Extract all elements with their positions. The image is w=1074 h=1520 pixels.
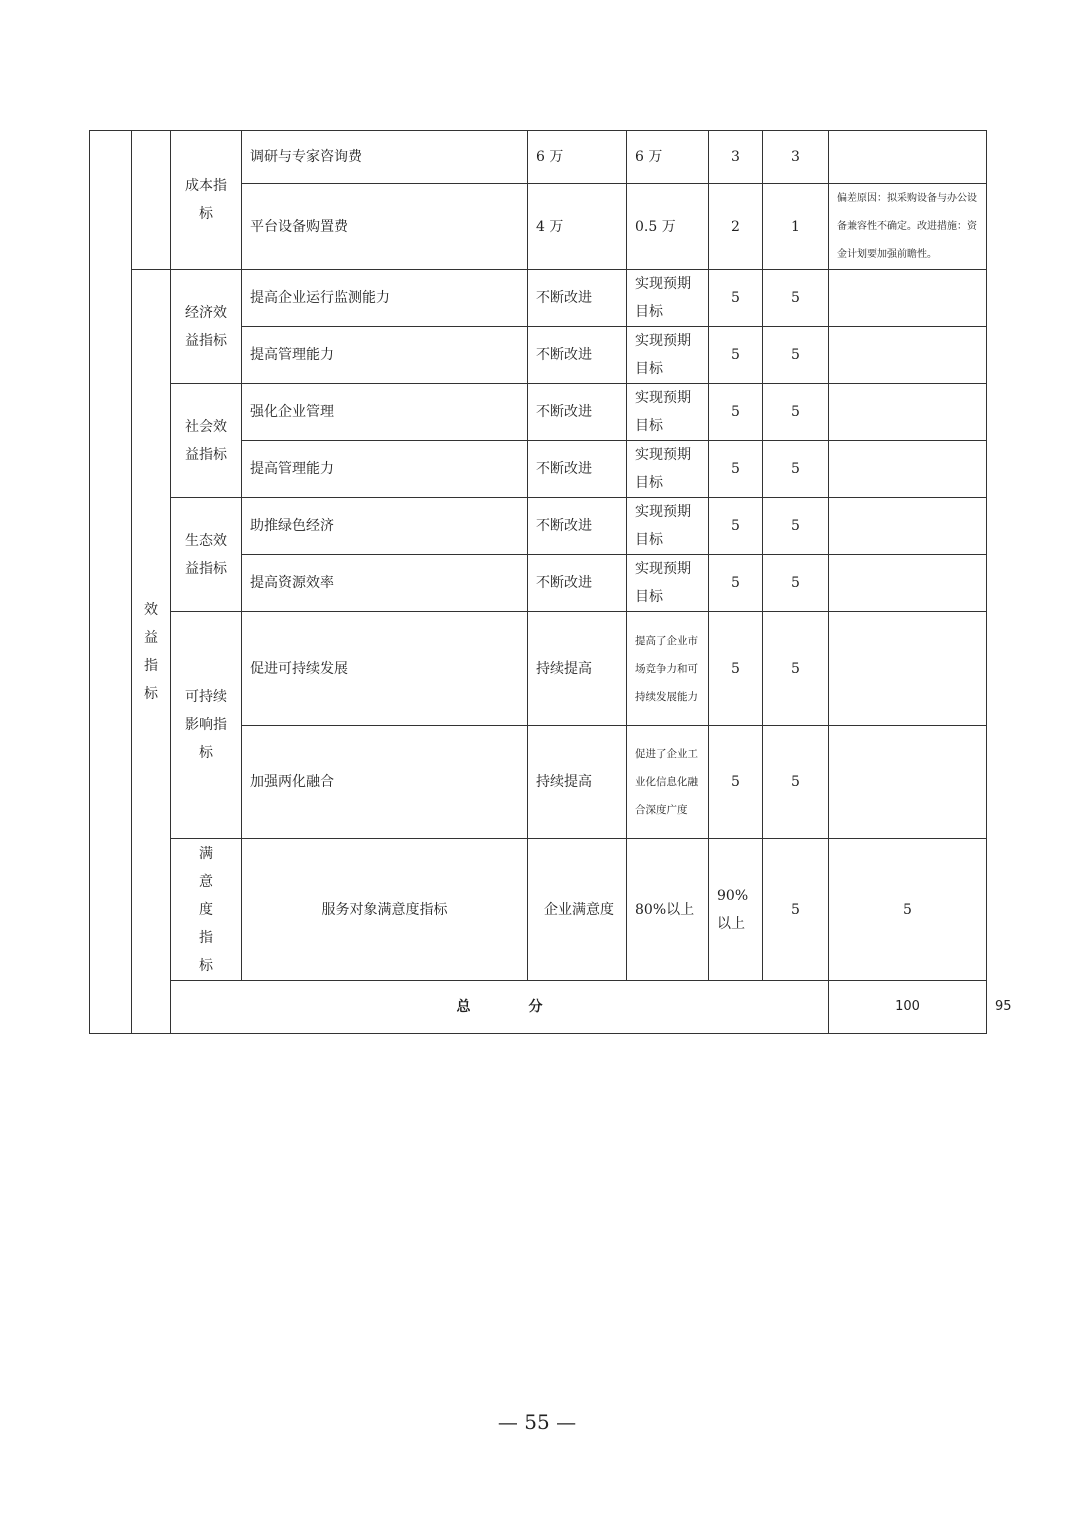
score-value: 5 bbox=[763, 612, 829, 726]
sustain-category: 可持续影响指标 bbox=[171, 612, 242, 839]
target-value: 不断改进 bbox=[528, 384, 627, 441]
note bbox=[829, 726, 987, 839]
economic-category: 经济效益指标 bbox=[171, 270, 242, 384]
page-number: — 55 — bbox=[497, 1410, 577, 1434]
target-value: 4 万 bbox=[528, 184, 627, 270]
weight-value: 5 bbox=[709, 441, 763, 498]
weight-value: 5 bbox=[709, 384, 763, 441]
actual-value: 6 万 bbox=[627, 131, 709, 184]
target-value: 不断改进 bbox=[528, 270, 627, 327]
table-row bbox=[90, 270, 987, 327]
score-value: 5 bbox=[763, 441, 829, 498]
table-row bbox=[90, 131, 987, 184]
actual-value: 提高了企业市场竞争力和可持续发展能力 bbox=[627, 612, 709, 726]
target-value: 6 万 bbox=[528, 131, 627, 184]
score-value: 3 bbox=[763, 131, 829, 184]
indicator-name: 企业满意度 bbox=[528, 839, 627, 981]
score-value: 1 bbox=[763, 184, 829, 270]
target-value: 不断改进 bbox=[528, 441, 627, 498]
actual-value: 0.5 万 bbox=[627, 184, 709, 270]
total-row: 总 分 100 95 bbox=[90, 981, 987, 1034]
indicator-name: 调研与专家咨询费 bbox=[242, 131, 528, 184]
indicator-name: 提高管理能力 bbox=[242, 441, 528, 498]
indicator-name: 强化企业管理 bbox=[242, 384, 528, 441]
target-value: 80%以上 bbox=[627, 839, 709, 981]
indicator-name: 促进可持续发展 bbox=[242, 612, 528, 726]
score-value: 5 bbox=[763, 270, 829, 327]
cost-category: 成本指标 bbox=[171, 131, 242, 270]
score-value: 5 bbox=[763, 327, 829, 384]
score-value: 5 bbox=[763, 555, 829, 612]
actual-value: 90%以上 bbox=[709, 839, 763, 981]
table-row bbox=[90, 498, 987, 555]
total-label: 总 分 bbox=[171, 981, 829, 1034]
note bbox=[829, 555, 987, 612]
note bbox=[829, 441, 987, 498]
weight-value: 5 bbox=[709, 612, 763, 726]
table-row bbox=[90, 612, 987, 726]
indicator-name: 助推绿色经济 bbox=[242, 498, 528, 555]
weight-value: 2 bbox=[709, 184, 763, 270]
target-value: 持续提高 bbox=[528, 726, 627, 839]
actual-value: 实现预期目标 bbox=[627, 498, 709, 555]
weight-value: 5 bbox=[709, 327, 763, 384]
weight-value: 5 bbox=[709, 726, 763, 839]
weight-value: 5 bbox=[709, 498, 763, 555]
performance-table bbox=[89, 130, 1012, 1034]
note bbox=[829, 327, 987, 384]
actual-value: 实现预期目标 bbox=[627, 384, 709, 441]
score-value: 5 bbox=[763, 384, 829, 441]
score-value: 5 bbox=[763, 726, 829, 839]
target-value: 不断改进 bbox=[528, 327, 627, 384]
satisfaction-label: 满意度指标 bbox=[171, 839, 242, 981]
weight-value: 5 bbox=[709, 555, 763, 612]
note bbox=[829, 498, 987, 555]
second-level-cell bbox=[132, 131, 171, 270]
target-value: 持续提高 bbox=[528, 612, 627, 726]
note bbox=[829, 131, 987, 184]
actual-value: 实现预期目标 bbox=[627, 555, 709, 612]
table-row bbox=[90, 839, 987, 981]
note bbox=[829, 384, 987, 441]
total-weight: 100 bbox=[829, 981, 987, 1034]
deviation-note: 偏差原因：拟采购设备与办公设备兼容性不确定。改进措施：资金计划要加强前瞻性。 bbox=[829, 184, 987, 270]
weight-value: 3 bbox=[709, 131, 763, 184]
indicator-name: 提高管理能力 bbox=[242, 327, 528, 384]
target-value: 不断改进 bbox=[528, 498, 627, 555]
indicator-name: 提高企业运行监测能力 bbox=[242, 270, 528, 327]
first-level-cell bbox=[90, 131, 132, 1034]
social-category: 社会效益指标 bbox=[171, 384, 242, 498]
target-value: 不断改进 bbox=[528, 555, 627, 612]
score-value: 5 bbox=[829, 839, 987, 981]
score-value: 5 bbox=[763, 498, 829, 555]
weight-value: 5 bbox=[763, 839, 829, 981]
eco-category: 生态效益指标 bbox=[171, 498, 242, 612]
actual-value: 实现预期目标 bbox=[627, 441, 709, 498]
weight-value: 5 bbox=[709, 270, 763, 327]
actual-value: 促进了企业工业化信息化融合深度广度 bbox=[627, 726, 709, 839]
actual-value: 实现预期目标 bbox=[627, 270, 709, 327]
satisfaction-category: 服务对象满意度指标 bbox=[242, 839, 528, 981]
indicator-name: 提高资源效率 bbox=[242, 555, 528, 612]
table-row bbox=[90, 384, 987, 441]
indicator-name: 平台设备购置费 bbox=[242, 184, 528, 270]
note bbox=[829, 612, 987, 726]
note bbox=[829, 270, 987, 327]
actual-value: 实现预期目标 bbox=[627, 327, 709, 384]
indicator-name: 加强两化融合 bbox=[242, 726, 528, 839]
benefit-label: 效益指标 bbox=[132, 270, 171, 1034]
